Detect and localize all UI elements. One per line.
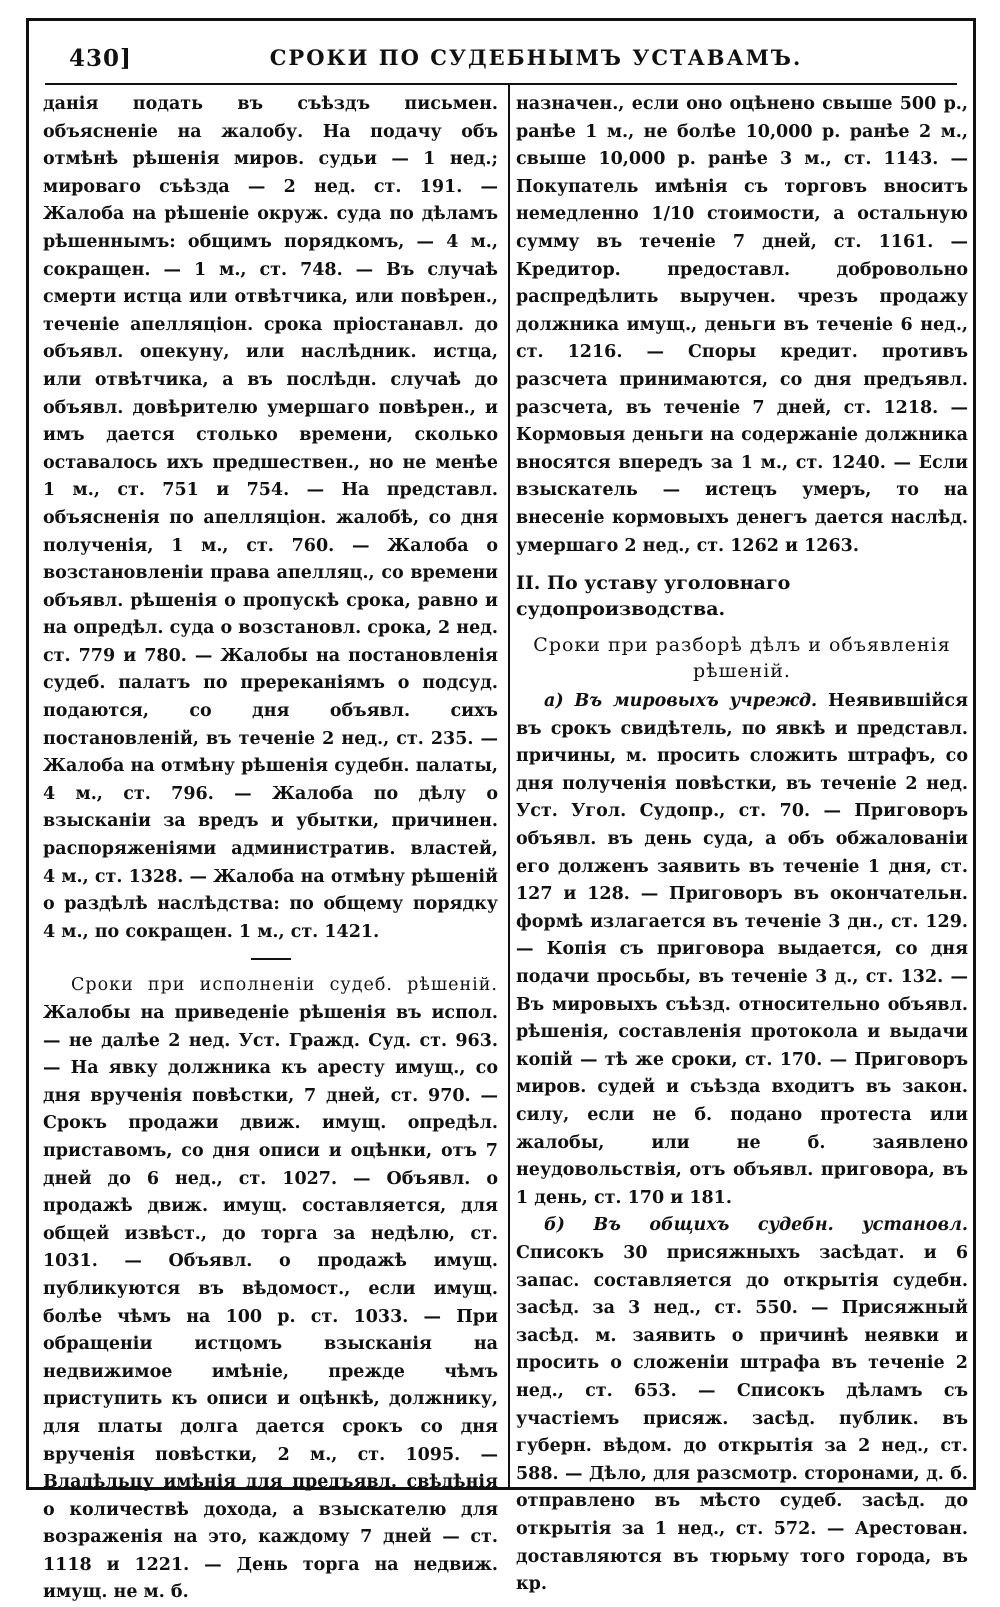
right-paragraph-a [516,688,968,1212]
left-paragraph-2 [43,972,498,1607]
section-heading: II. По уставу уголовнаго судопроизводства. [516,572,791,621]
page-number: 430] [69,45,132,72]
paragraph-a-lead: а) Въ мировыхъ учрежд. [544,691,818,712]
right-paragraph-1: назначен., если оно оцѣнено свыше 500 р., ранѣе 1 м., не болѣе 10,000 р. ранѣе 2 м., свыше 10,000 р. ранѣе 3 м., ст. 1143. — Покупатель имѣнія съ торговъ вноситъ немедленно 1/10 стоимости, а остальную сумму въ теченіе 7 дней, ст. 1161. — Кредитор. предоставл. добровольно распредѣлить выручен. чрезъ продажу должника имущ., деньги въ теченіе 6 нед., ст. 1216. — Споры кредит. противъ разсчета принимаются, со дня предъявл. разсчета, въ теченіе 7 дней, ст. 1218. — Кормовыя деньги на содержаніе должника вносятся впередъ за 1 м., ст. 1240. — Если взыскатель — истецъ умеръ, то на внесеніе кормовыхъ денегъ дается наслѣд. умершаго 2 нед., ст. 1262 и 1263. [516,94,968,556]
section-rule [251,958,291,960]
paragraph-a-text: Неявившійся въ срокъ свидѣтель, по явкѣ и представл. причины, м. просить сложить штрафъ, со дня полученія повѣстки, въ теченіе 2 нед. Уст. Угол. Судопр., ст. 70. — Приговоръ объявл. въ день суда, а объ обжалованіи его долженъ заявить въ теченіе 1 дня, ст. 127 и 128. — Приговоръ въ окончательн. формѣ излагается въ теченіе 3 дн., ст. 129. — Копія съ приговора выдается, со дня подачи просьбы, въ теченіе 3 д., ст. 132. — Въ мировыхъ съѣзд. относительно объявл. рѣшенія, составленія протокола и выдачи копій — тѣ же сроки, ст. 170. — Приговоръ миров. судей и съѣзда входитъ въ закон. силу, если не б. подано протеста или жалобы, или не б. заявлено неудовольствія, отъ объявл. приговора, въ 1 день, ст. 170 и 181. [516,691,968,1208]
book-page [26,18,976,1603]
sub-heading: Сроки при разборѣ дѣлъ и объявленія рѣшеній. [533,634,951,683]
column-divider [508,85,510,1487]
left-paragraph-1: данія подать въ съѣздъ письмен. объясненіе на жалобу. На подачу объ отмѣнѣ рѣшенія миров. судьи — 1 нед.; мироваго съѣзда — 2 нед. ст. 191. — Жалоба на рѣшеніе окруж. суда по дѣламъ рѣшеннымъ: общимъ порядкомъ, — 4 м., сокращен. — 1 м., ст. 748. — Въ случаѣ смерти истца или отвѣтчика, или повѣрен., теченіе апелляціон. срока пріостанавл. до объявл. опекуну, или наслѣдник. истца, или отвѣтчика, а въ послѣдн. случаѣ до объявл. довѣрителю умершаго повѣрен., и имъ дается столько времени, сколько оставалось ихъ предшествен., но не менѣе 1 м., ст. 751 и 754. — На представл. объясненія по апелляціон. жалобѣ, со дня полученія, 1 м., ст. 760. — Жалоба о возстановленіи права апелляц., со времени объявл. рѣшенія о пропускѣ срока, равно и на опредѣл. суда о возстановл. срока, 2 нед. ст. 779 и 780. — Жалобы на постановленія судеб. палатъ по пререканіямъ о подсуд. подаются, со дня объявл. сихъ постановленій, въ теченіе 2 нед., ст. 235. — Жалоба на отмѣну рѣшенія судебн. палаты, 4 м., ст. 796. — Жалоба по дѣлу о взысканіи за вредъ и убытки, причинен. распоряженіями административ. властей, 4 м., ст. 1328. — Жалоба на отмѣну рѣшеній о раздѣлѣ наслѣдства: по общему порядку 4 м., по сокращен. 1 м., ст. 1421. [43,94,498,942]
left-column [43,91,498,1607]
left-paragraph-2-text: Жалобы на приведеніе рѣшенія въ испол. — не далѣе 2 нед. Уст. Гражд. Суд. ст. 963. — На явку должника къ аресту имущ., со дня врученія повѣстки, 7 дней, ст. 970. — Срокъ продажи движ. имущ. опредѣл. приставомъ, со дня описи и оцѣнки, отъ 7 дней до 6 нед., ст. 1027. — Объявл. о продажѣ движ. имущ. составляется, для общей извѣст., до торга за недѣлю, ст. 1031. — Объявл. о продажѣ имущ. публикуются въ вѣдомост., если имущ. болѣе чѣмъ на 100 р. ст. 1033. — При обращеніи истцомъ взысканія на недвижимое имѣніе, прежде чѣмъ приступить къ описи и оцѣнкѣ, должнику, для платы долга дается срокъ со дня врученія повѣстки, 2 м., ст. 1095. — Владѣльцу имѣнія для предъявл. свѣдѣнія о количествѣ дохода, а взыскателю для возраженія на это, каждому 7 дней — ст. 1118 и 1221. — День торга на недвиж. имущ. не м. б. [43,1003,498,1603]
page-title: СРОКИ ПО СУДЕБНЫМЪ УСТАВАМЪ. [269,45,803,70]
right-paragraph-b [516,1212,968,1598]
right-column [516,91,968,1599]
execution-subheading: Сроки при исполненіи судеб. рѣшеній. [71,975,498,996]
header-rule [45,83,957,85]
paragraph-b-lead: б) Въ общихъ судебн. установл. [544,1215,968,1236]
paragraph-b-text: Списокъ 30 присяжныхъ засѣдат. и 6 запас. составляется до открытія судебн. засѣд. за 3 нед., ст. 550. — Присяжный засѣд. м. заявить о причинѣ неявки и просить о сложеніи штрафа въ теченіе 2 нед., ст. 653. — Списокъ дѣламъ съ участіемъ присяж. засѣд. публик. въ губерн. вѣдом. до открытія за 2 нед., ст. 588. — Дѣло, для разсмотр. сторонами, д. б. отправлено въ мѣсто судеб. засѣд. до открытія за 1 нед., ст. 572. — Арестован. доставляются въ тюрьму того города, въ кр. [516,1242,968,1595]
running-head [29,21,973,91]
